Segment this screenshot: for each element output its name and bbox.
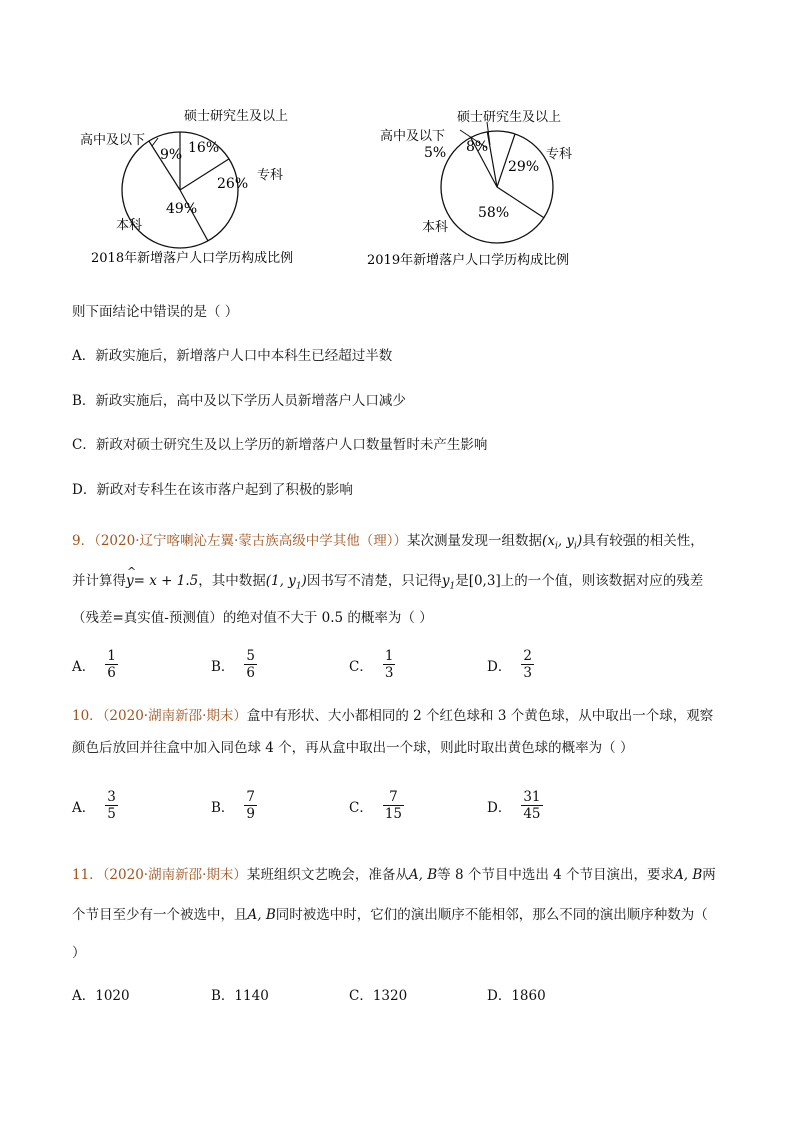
q8-option-d[interactable]: D．新政对专科生在该市落户起到了积极的影响 bbox=[72, 482, 353, 498]
pct-highschool-2019: 5% bbox=[424, 145, 447, 161]
label-benke-2019: 本科 bbox=[422, 220, 449, 235]
pct-master-2019: 8% bbox=[466, 139, 489, 155]
pct-benke-2019: 58% bbox=[478, 205, 510, 221]
q11-number: 11． bbox=[72, 867, 103, 883]
pct-benke-2018: 49% bbox=[166, 201, 198, 217]
q9-option-c[interactable]: C． $\frac{1}{3}$ bbox=[349, 648, 394, 681]
q8-stem: 则下面结论中错误的是（ ） bbox=[72, 304, 239, 320]
label-master-2018: 硕士研究生及以上 bbox=[184, 109, 289, 124]
fraction: $\frac{3}{5}$ bbox=[107, 789, 116, 822]
q10-option-c[interactable]: C． $\frac{7}{15}$ bbox=[349, 789, 403, 822]
pct-zhuanke-2019: 29% bbox=[508, 159, 540, 175]
q9-number: 9． bbox=[72, 533, 95, 549]
q9-text-tail: 具有较强的相关性， bbox=[582, 533, 704, 549]
q11-source: （2020·湖南新邵·期末） bbox=[102, 867, 247, 883]
q11-option-d[interactable]: D．1860 bbox=[487, 988, 546, 1004]
q11-option-b[interactable]: B．1140 bbox=[211, 988, 269, 1004]
q10-option-b[interactable]: B． $\frac{7}{9}$ bbox=[211, 789, 256, 822]
q9-option-a[interactable]: A． $\frac{1}{6}$ bbox=[72, 648, 116, 681]
fraction: $\frac{7}{9}$ bbox=[246, 789, 256, 822]
q10-option-a[interactable]: A． $\frac{3}{5}$ bbox=[72, 789, 116, 822]
q11-option-a[interactable]: A．1020 bbox=[72, 988, 130, 1004]
fraction: $\frac{31}{45}$ bbox=[523, 789, 541, 822]
pct-zhuanke-2018: 26% bbox=[217, 176, 249, 192]
fraction: $\frac{1}{6}$ bbox=[107, 648, 116, 681]
q11-line-2: 个节目至少有一个被选中，且A, B同时被选中时，它们的演出顺序不能相邻，那么不同的演出顺序种数为（ bbox=[72, 907, 708, 923]
q11-line-1: 11．（2020·湖南新邵·期末）某班组织文艺晚会，准备从A, B等 8 个节目中选出 4 个节目演出，要求A, B两 bbox=[72, 867, 716, 883]
pct-highschool-2018: 9% bbox=[160, 147, 183, 163]
caption-2018: 2018年新增落户人口学历构成比例 bbox=[91, 251, 294, 266]
q10-option-d[interactable]: D． $\frac{31}{45}$ bbox=[487, 789, 541, 822]
label-benke-2018: 本科 bbox=[116, 218, 143, 233]
label-zhuanke-2018: 专科 bbox=[257, 168, 284, 183]
pie-chart-2018 bbox=[60, 100, 350, 280]
q9-point: (1, $y_1$) bbox=[265, 573, 307, 592]
pie-chart-2019 bbox=[360, 100, 660, 280]
q10-source: （2020·湖南新邵·期末） bbox=[102, 708, 247, 724]
q9-option-d[interactable]: D． $\frac{2}{3}$ bbox=[487, 648, 532, 681]
q9-pair: ($x_i$, $y_i$) bbox=[542, 533, 583, 552]
label-highschool-2019: 高中及以下 bbox=[380, 129, 446, 144]
q10-number: 10． bbox=[72, 708, 103, 724]
q8-option-a[interactable]: A．新政实施后，新增落户人口中本科生已经超过半数 bbox=[72, 348, 393, 364]
q11-option-c[interactable]: C．1320 bbox=[349, 988, 408, 1004]
fraction: $\frac{5}{6}$ bbox=[246, 648, 256, 681]
label-highschool-2018: 高中及以下 bbox=[80, 133, 146, 148]
q9-source: （2020·辽宁喀喇沁左翼·蒙古族高级中学其他（理）） bbox=[94, 533, 408, 549]
q9-option-b[interactable]: B． $\frac{5}{6}$ bbox=[211, 648, 256, 681]
q8-option-c[interactable]: C．新政对硕士研究生及以上学历的新增落户人口数量暂时未产生影响 bbox=[72, 437, 488, 453]
q9-text: 某次测量发现一组数据 bbox=[407, 533, 543, 549]
pct-master-2018: 16% bbox=[188, 140, 220, 156]
label-master-2019: 硕士研究生及以上 bbox=[457, 110, 562, 125]
q10-line-2: 颜色后放回并往盒中加入同色球 4 个，再从盒中取出一个球，则此时取出黄色球的概率为（ ） bbox=[72, 740, 634, 756]
q9-line-1 bbox=[72, 532, 704, 556]
q9-line-3: （残差=真实值-预测值）的绝对值不大于 0.5 的概率为（ ） bbox=[72, 610, 433, 626]
fraction: $\frac{2}{3}$ bbox=[523, 648, 532, 681]
caption-2019: 2019年新增落户人口学历构成比例 bbox=[367, 253, 570, 268]
q9-line-2: 并计算得 ^ y= x + 1.5，其中数据(1, $y_1$)因书写不清楚，只记得$y_1$是[0,3]上的一个值，则该数据对应的残差 bbox=[72, 565, 704, 592]
fraction: $\frac{7}{15}$ bbox=[384, 789, 403, 822]
q8-option-b[interactable]: B．新政实施后，高中及以下学历人员新增落户人口减少 bbox=[72, 393, 406, 409]
fraction: $\frac{1}{3}$ bbox=[384, 648, 394, 681]
q11-line-3: ） bbox=[72, 945, 86, 961]
label-zhuanke-2019: 专科 bbox=[546, 147, 573, 162]
q9-regression: ^ y bbox=[126, 565, 137, 589]
q10-line-1: 10．（2020·湖南新邵·期末）盒中有形状、大小都相同的 2 个红色球和 3 个黄色球，从中取出一个球，观察 bbox=[72, 708, 714, 724]
